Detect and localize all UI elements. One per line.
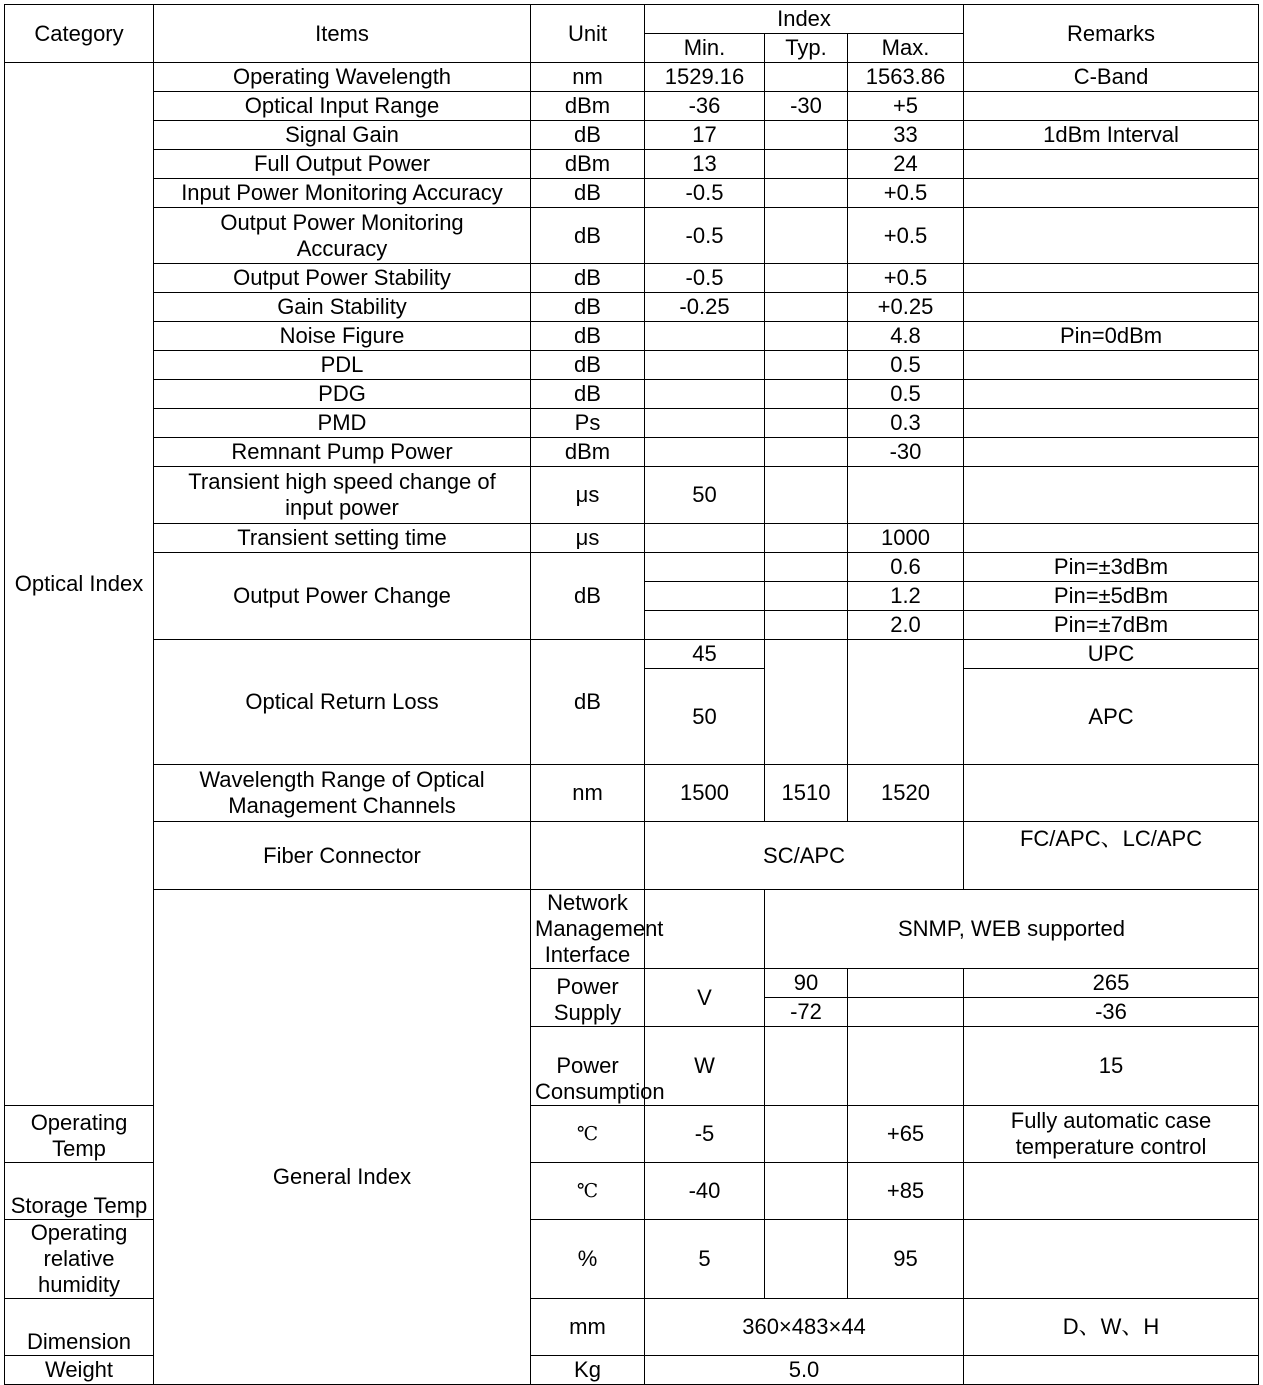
typ-cell	[765, 582, 848, 611]
value-cell: 360×483×44	[645, 1299, 964, 1356]
unit-cell: dB	[531, 208, 645, 264]
max-cell: 0.3	[848, 409, 964, 438]
max-cell: +5	[848, 92, 964, 121]
typ-cell	[765, 351, 848, 380]
remarks-cell: Pin=0dBm	[964, 322, 1259, 351]
max-cell: 0.5	[848, 380, 964, 409]
table-row	[5, 553, 1259, 582]
item-cell: Remnant Pump Power	[154, 438, 531, 467]
table-row	[5, 890, 1259, 969]
max-cell: -30	[848, 438, 964, 467]
remarks-cell: Pin=±5dBm	[964, 582, 1259, 611]
max-cell	[848, 467, 964, 524]
max-cell: 0.5	[848, 351, 964, 380]
typ-cell	[765, 409, 848, 438]
typ-cell	[765, 208, 848, 264]
remarks-cell	[964, 380, 1259, 409]
min-cell: 1529.16	[645, 63, 765, 92]
min-cell: 50	[645, 669, 765, 765]
unit-cell	[531, 822, 645, 890]
max-cell: 4.8	[848, 322, 964, 351]
header-category: Category	[5, 5, 154, 63]
remarks-cell	[964, 293, 1259, 322]
remarks-cell	[964, 1163, 1259, 1220]
table-row	[5, 92, 1259, 121]
min-cell	[645, 553, 765, 582]
table-row	[5, 640, 1259, 669]
remarks-cell: 1dBm Interval	[964, 121, 1259, 150]
typ-cell	[765, 640, 848, 765]
item-cell: Noise Figure	[154, 322, 531, 351]
item-cell: Output Power Change	[154, 553, 531, 640]
unit-cell: dB	[531, 264, 645, 293]
min-cell	[645, 438, 765, 467]
remarks-cell: APC	[964, 669, 1259, 765]
min-cell	[645, 380, 765, 409]
unit-cell: dB	[531, 293, 645, 322]
remarks-cell	[964, 1220, 1259, 1299]
table-row	[5, 264, 1259, 293]
table-row	[5, 765, 1259, 822]
spec-table	[4, 4, 1259, 1385]
table-row	[5, 438, 1259, 467]
typ-cell	[765, 1220, 848, 1299]
max-cell: 24	[848, 150, 964, 179]
max-cell: +0.5	[848, 208, 964, 264]
typ-cell: 1510	[765, 765, 848, 822]
max-cell: +0.5	[848, 264, 964, 293]
remarks-cell	[964, 150, 1259, 179]
min-cell: -0.5	[645, 208, 765, 264]
unit-cell: dB	[531, 640, 645, 765]
item-cell: Operating relative humidity	[5, 1220, 154, 1299]
typ-cell	[765, 380, 848, 409]
item-cell: Weight	[5, 1356, 154, 1385]
item-cell: Full Output Power	[154, 150, 531, 179]
unit-cell: dB	[531, 380, 645, 409]
max-cell: 95	[848, 1220, 964, 1299]
header-unit: Unit	[531, 5, 645, 63]
min-cell: -72	[765, 998, 848, 1027]
item-cell: PMD	[154, 409, 531, 438]
typ-cell	[765, 438, 848, 467]
min-cell: -40	[645, 1163, 765, 1220]
max-cell: +0.5	[848, 179, 964, 208]
unit-cell: Kg	[531, 1356, 645, 1385]
table-row	[5, 351, 1259, 380]
min-cell: -0.5	[645, 179, 765, 208]
unit-cell: μs	[531, 467, 645, 524]
table-row	[5, 208, 1259, 264]
remarks-cell	[964, 438, 1259, 467]
remarks-cell: UPC	[964, 640, 1259, 669]
unit-cell: dBm	[531, 92, 645, 121]
typ-cell	[765, 121, 848, 150]
min-cell: 50	[645, 467, 765, 524]
max-cell: 1563.86	[848, 63, 964, 92]
typ-cell	[765, 611, 848, 640]
unit-cell: μs	[531, 524, 645, 553]
max-cell: 1520	[848, 765, 964, 822]
table-row	[5, 121, 1259, 150]
max-cell	[848, 640, 964, 765]
header-index: Index	[645, 5, 964, 34]
item-cell: Operating Temp	[5, 1106, 154, 1163]
min-cell: 13	[645, 150, 765, 179]
typ-cell	[848, 1027, 964, 1106]
remarks-cell	[964, 208, 1259, 264]
remarks-cell	[964, 351, 1259, 380]
max-cell: 265	[964, 969, 1259, 998]
table-row	[5, 179, 1259, 208]
unit-cell: nm	[531, 765, 645, 822]
min-cell	[645, 611, 765, 640]
table-row	[5, 63, 1259, 92]
table-row	[5, 822, 1259, 890]
item-cell: Optical Input Range	[154, 92, 531, 121]
min-cell: -36	[645, 92, 765, 121]
remarks-cell	[964, 765, 1259, 822]
min-cell: 90	[765, 969, 848, 998]
table-row	[5, 380, 1259, 409]
min-cell: 1500	[645, 765, 765, 822]
max-cell: +0.25	[848, 293, 964, 322]
unit-cell: V	[645, 969, 765, 1027]
item-cell: Transient setting time	[154, 524, 531, 553]
remarks-cell: Fully automatic case temperature control	[964, 1106, 1259, 1163]
min-cell: -5	[645, 1106, 765, 1163]
item-cell: Output Power Monitoring Accuracy	[154, 208, 531, 264]
unit-cell: dB	[531, 322, 645, 351]
min-cell	[645, 524, 765, 553]
min-cell	[645, 351, 765, 380]
item-cell: Transient high speed change of input power	[154, 467, 531, 524]
max-cell: +65	[848, 1106, 964, 1163]
item-cell: Storage Temp	[5, 1163, 154, 1220]
min-cell: -0.25	[645, 293, 765, 322]
typ-cell	[765, 524, 848, 553]
typ-cell	[848, 998, 964, 1027]
remarks-cell	[964, 264, 1259, 293]
unit-cell: %	[531, 1220, 645, 1299]
remarks-cell	[964, 92, 1259, 121]
item-cell: Dimension	[5, 1299, 154, 1356]
item-cell: PDG	[154, 380, 531, 409]
value-cell: 5.0	[645, 1356, 964, 1385]
item-cell: Power Consumption	[531, 1027, 645, 1106]
remarks-cell	[964, 1356, 1259, 1385]
table-row	[5, 150, 1259, 179]
unit-cell: dB	[531, 179, 645, 208]
item-cell: Wavelength Range of Optical Management Channels	[154, 765, 531, 822]
unit-cell: dB	[531, 121, 645, 150]
typ-cell	[765, 322, 848, 351]
typ-cell	[765, 150, 848, 179]
max-cell: 2.0	[848, 611, 964, 640]
table-row	[5, 524, 1259, 553]
typ-cell	[765, 293, 848, 322]
header-row	[5, 5, 1259, 34]
remarks-cell: Pin=±3dBm	[964, 553, 1259, 582]
item-cell: Operating Wavelength	[154, 63, 531, 92]
unit-cell: ℃	[531, 1163, 645, 1220]
unit-cell: ℃	[531, 1106, 645, 1163]
remarks-cell	[964, 179, 1259, 208]
header-min: Min.	[645, 34, 765, 63]
max-cell: 0.6	[848, 553, 964, 582]
min-cell	[645, 582, 765, 611]
max-cell: 33	[848, 121, 964, 150]
max-cell: -36	[964, 998, 1259, 1027]
category-general: General Index	[154, 890, 531, 1385]
header-items: Items	[154, 5, 531, 63]
typ-cell	[765, 553, 848, 582]
max-cell: 1.2	[848, 582, 964, 611]
max-cell: 15	[964, 1027, 1259, 1106]
typ-cell	[765, 264, 848, 293]
remarks-cell	[964, 524, 1259, 553]
item-cell: Signal Gain	[154, 121, 531, 150]
min-cell	[765, 1027, 848, 1106]
typ-cell: -30	[765, 92, 848, 121]
unit-cell: dB	[531, 351, 645, 380]
unit-cell: dBm	[531, 150, 645, 179]
item-cell: Gain Stability	[154, 293, 531, 322]
item-cell: Optical Return Loss	[154, 640, 531, 765]
header-typ: Typ.	[765, 34, 848, 63]
item-cell: Power Supply	[531, 969, 645, 1027]
min-cell: 17	[645, 121, 765, 150]
min-cell: 45	[645, 640, 765, 669]
unit-cell: mm	[531, 1299, 645, 1356]
unit-cell: nm	[531, 63, 645, 92]
min-cell: -0.5	[645, 264, 765, 293]
min-cell: 5	[645, 1220, 765, 1299]
item-cell: Network Management Interface	[531, 890, 645, 969]
value-cell: SNMP, WEB supported	[765, 890, 1259, 969]
table-row	[5, 293, 1259, 322]
value-cell: SC/APC	[645, 822, 964, 890]
item-cell: PDL	[154, 351, 531, 380]
remarks-cell: D、W、H	[964, 1299, 1259, 1356]
item-cell: Fiber Connector	[154, 822, 531, 890]
min-cell	[645, 409, 765, 438]
category-optical: Optical Index	[5, 63, 154, 1106]
header-max: Max.	[848, 34, 964, 63]
unit-cell: dB	[531, 553, 645, 640]
unit-cell: dBm	[531, 438, 645, 467]
remarks-cell: Pin=±7dBm	[964, 611, 1259, 640]
unit-cell: W	[645, 1027, 765, 1106]
item-cell: Input Power Monitoring Accuracy	[154, 179, 531, 208]
item-cell: Output Power Stability	[154, 264, 531, 293]
remarks-cell: FC/APC、LC/APC	[964, 822, 1259, 890]
typ-cell	[765, 1163, 848, 1220]
max-cell: 1000	[848, 524, 964, 553]
typ-cell	[765, 1106, 848, 1163]
header-remarks: Remarks	[964, 5, 1259, 63]
typ-cell	[848, 969, 964, 998]
remarks-cell	[964, 467, 1259, 524]
table-row	[5, 467, 1259, 524]
typ-cell	[765, 179, 848, 208]
max-cell: +85	[848, 1163, 964, 1220]
remarks-cell	[964, 409, 1259, 438]
table-row	[5, 409, 1259, 438]
min-cell	[645, 322, 765, 351]
remarks-cell: C-Band	[964, 63, 1259, 92]
unit-cell: Ps	[531, 409, 645, 438]
table-row	[5, 322, 1259, 351]
typ-cell	[765, 467, 848, 524]
typ-cell	[765, 63, 848, 92]
